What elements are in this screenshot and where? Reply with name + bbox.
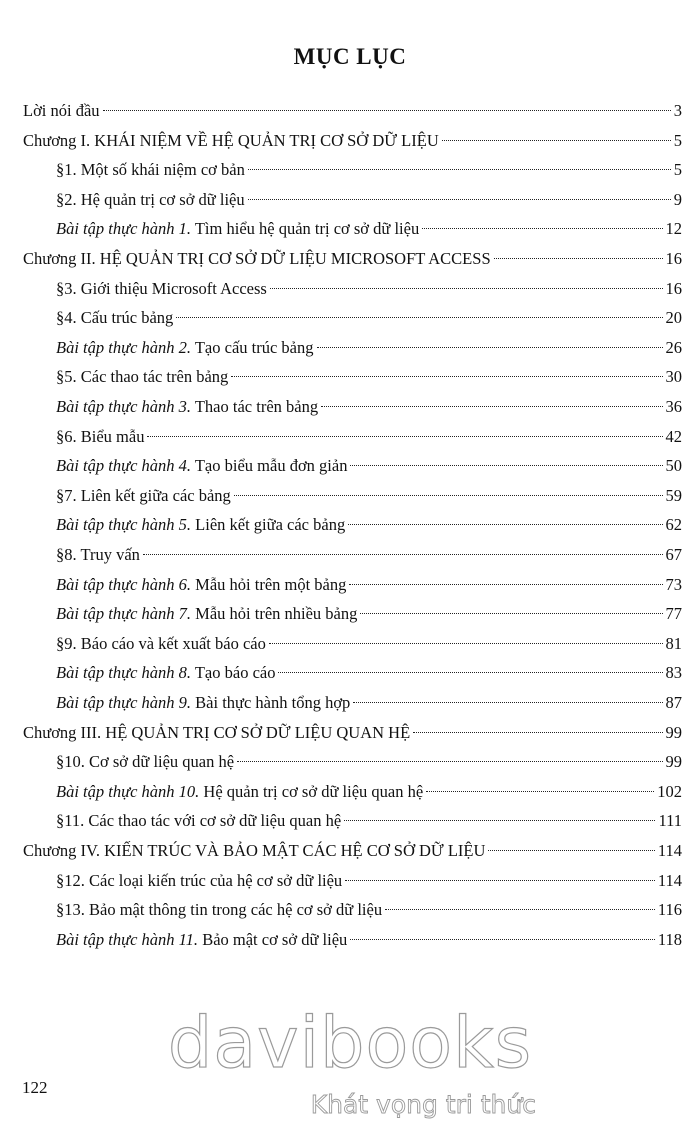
- toc-entry-label: [56, 631, 266, 657]
- toc-entry: [56, 572, 682, 598]
- toc-entry-prefix: Bài tập thực hành 5.: [56, 515, 192, 534]
- toc-entry-prefix: Bài tập thực hành 2.: [56, 338, 192, 357]
- dot-leader: [353, 702, 662, 703]
- toc-entry-prefix: Bài tập thực hành 3.: [56, 397, 192, 416]
- toc-entry-label: [23, 720, 410, 746]
- toc-entry-page: 5: [673, 160, 682, 179]
- toc-entry-page: 111: [658, 811, 682, 830]
- toc-entry-label: [23, 838, 485, 864]
- toc-entry: [23, 98, 682, 124]
- toc-entry-text: Mẫu hỏi trên nhiều bảng: [191, 604, 358, 623]
- toc-entry-page: 114: [657, 871, 682, 890]
- toc-entry: [56, 335, 682, 361]
- toc-entry-page: 59: [665, 486, 682, 505]
- toc-entry-label: [56, 483, 231, 509]
- toc-entry-label: [56, 808, 341, 834]
- dot-leader: [143, 554, 663, 555]
- toc-entry: [56, 690, 682, 716]
- toc-entry: [56, 187, 682, 213]
- toc-entry-text: §13. Bảo mật thông tin trong các hệ cơ sở dữ liệu: [56, 900, 383, 919]
- toc-entry-label: [23, 98, 100, 124]
- dot-leader: [413, 732, 662, 733]
- toc-entry-label: [56, 424, 144, 450]
- toc-entry-text: Chương III. HỆ QUẢN TRỊ CƠ SỞ DỮ LIỆU QUAN HỆ: [23, 723, 411, 742]
- toc-entry-page: 26: [665, 338, 682, 357]
- toc-entry-label: [56, 690, 350, 716]
- toc-entry-label: [56, 660, 275, 686]
- toc-entry-text: Lời nói đầu: [23, 101, 100, 120]
- dot-leader: [426, 791, 654, 792]
- toc-entry-prefix: Bài tập thực hành 4.: [56, 456, 192, 475]
- toc-entry-label: [56, 897, 382, 923]
- toc-entry-text: Tạo báo cáo: [191, 663, 276, 682]
- toc-entry-text: §10. Cơ sở dữ liệu quan hệ: [56, 752, 235, 771]
- toc-entry-page: 16: [665, 249, 682, 268]
- toc-entry-page: 36: [665, 397, 682, 416]
- toc-entry-page: 20: [665, 308, 682, 327]
- toc-entry-text: Chương I. KHÁI NIỆM VỀ HỆ QUẢN TRỊ CƠ SỞ DỮ LIỆU: [23, 131, 439, 150]
- toc-entry-label: [56, 187, 245, 213]
- toc-entry-text: Liên kết giữa các bảng: [191, 515, 346, 534]
- toc-entry-text: §9. Báo cáo và kết xuất báo cáo: [56, 634, 266, 653]
- dot-leader: [237, 761, 662, 762]
- toc-entry-page: 81: [665, 634, 682, 653]
- toc-entry-page: 77: [665, 604, 682, 623]
- toc-entry-text: Chương II. HỆ QUẢN TRỊ CƠ SỞ DỮ LIỆU MICROSOFT ACCESS: [23, 249, 491, 268]
- toc-entry-page: 83: [665, 663, 682, 682]
- toc-entry-label: [56, 749, 234, 775]
- toc-entry-text: Tạo biểu mẫu đơn giản: [191, 456, 348, 475]
- dot-leader: [350, 465, 662, 466]
- toc-entry-page: 99: [665, 723, 682, 742]
- dot-leader: [317, 347, 663, 348]
- page-title: MỤC LỤC: [293, 44, 407, 69]
- toc-entry-text: Bảo mật cơ sở dữ liệu: [198, 930, 348, 949]
- dot-leader: [147, 436, 662, 437]
- toc-entry-text: §8. Truy vấn: [56, 545, 140, 564]
- toc-entry-text: §12. Các loại kiến trúc của hệ cơ sở dữ liệu: [56, 871, 343, 890]
- toc-entry-label: [56, 394, 318, 420]
- toc-entry-text: §4. Cấu trúc bảng: [56, 308, 174, 327]
- toc-entry-label: [56, 512, 345, 538]
- page-number: 122: [22, 1078, 48, 1097]
- toc-entry: [56, 424, 682, 450]
- toc-entry-text: Tìm hiểu hệ quản trị cơ sở dữ liệu: [191, 219, 420, 238]
- toc-entry-page: 73: [665, 575, 682, 594]
- toc-entry-page: 50: [665, 456, 682, 475]
- toc-entry-page: 102: [657, 782, 682, 801]
- toc-entry-page: 5: [673, 131, 682, 150]
- toc-entry: [56, 749, 682, 775]
- toc-entry: [23, 128, 682, 154]
- toc-entry-label: [23, 128, 439, 154]
- toc-entry-label: [56, 364, 228, 390]
- toc-entry: [56, 276, 682, 302]
- toc-entry-label: [56, 276, 267, 302]
- toc-entry-text: §6. Biểu mẫu: [56, 427, 145, 446]
- toc-entry-text: Mẫu hỏi trên một bảng: [191, 575, 347, 594]
- toc-entry-page: 16: [665, 279, 682, 298]
- dot-leader: [488, 850, 654, 851]
- dot-leader: [248, 169, 671, 170]
- toc-entry-page: 42: [665, 427, 682, 446]
- toc-entry-page: 62: [665, 515, 682, 534]
- toc-entry-text: Bài thực hành tổng hợp: [191, 693, 351, 712]
- dot-leader: [348, 524, 662, 525]
- toc-entry: [56, 631, 682, 657]
- toc-entry-prefix: Bài tập thực hành 10.: [56, 782, 200, 801]
- toc-entry-prefix: Bài tập thực hành 8.: [56, 663, 192, 682]
- toc-entry-text: §7. Liên kết giữa các bảng: [56, 486, 231, 505]
- watermark-tagline: Khát vọng tri thức: [310, 1090, 536, 1119]
- toc-entry-label: [56, 868, 342, 894]
- dot-leader: [321, 406, 662, 407]
- toc-entry: [23, 246, 682, 272]
- toc-entry-text: §2. Hệ quản trị cơ sở dữ liệu: [56, 190, 245, 209]
- toc-entry: [56, 453, 682, 479]
- toc-entry-label: [56, 927, 347, 953]
- toc-entry-label: [56, 453, 347, 479]
- toc-entry: [56, 512, 682, 538]
- toc-entry-page: 116: [657, 900, 682, 919]
- toc-entry-prefix: Bài tập thực hành 11.: [56, 930, 199, 949]
- toc-entry: [56, 868, 682, 894]
- toc-entry: [56, 660, 682, 686]
- toc-entry-text: Chương IV. KIẾN TRÚC VÀ BẢO MẬT CÁC HỆ CƠ SỞ DỮ LIỆU: [23, 841, 486, 860]
- toc-entry-page: 118: [657, 930, 682, 949]
- toc-entry-text: §11. Các thao tác với cơ sở dữ liệu quan hệ: [56, 811, 342, 830]
- dot-leader: [360, 613, 662, 614]
- toc-entry-label: [56, 779, 423, 805]
- dot-leader: [270, 288, 663, 289]
- toc-entry-page: 9: [673, 190, 682, 209]
- dot-leader: [385, 909, 655, 910]
- toc-entry-page: 114: [657, 841, 682, 860]
- toc-entry-label: [56, 216, 419, 242]
- toc-entry: [56, 157, 682, 183]
- dot-leader: [344, 820, 655, 821]
- toc-entry-prefix: Bài tập thực hành 7.: [56, 604, 192, 623]
- toc-entry-prefix: Bài tập thực hành 1.: [56, 219, 192, 238]
- toc-entry-page: 3: [673, 101, 682, 120]
- toc-entry-label: [56, 572, 346, 598]
- toc-entry-text: §3. Giới thiệu Microsoft Access: [56, 279, 267, 298]
- dot-leader: [248, 199, 671, 200]
- toc-entry-label: [23, 246, 491, 272]
- dot-leader: [349, 584, 662, 585]
- toc-entry: [56, 305, 682, 331]
- dot-leader: [345, 880, 655, 881]
- toc-entry: [56, 808, 682, 834]
- toc-entry: [56, 927, 682, 953]
- toc-entry: [23, 838, 682, 864]
- toc-entry-label: [56, 601, 357, 627]
- toc-entry: [56, 216, 682, 242]
- toc-entry: [56, 364, 682, 390]
- toc-entry-page: 99: [665, 752, 682, 771]
- toc-entry: [56, 897, 682, 923]
- toc-entry-page: 30: [665, 367, 682, 386]
- toc-entry-prefix: Bài tập thực hành 6.: [56, 575, 192, 594]
- toc-entry-text: Tạo cấu trúc bảng: [191, 338, 314, 357]
- toc-entry-page: 12: [665, 219, 682, 238]
- toc-entry: [23, 720, 682, 746]
- toc-entry-text: Thao tác trên bảng: [191, 397, 319, 416]
- dot-leader: [442, 140, 671, 141]
- toc-entry: [56, 483, 682, 509]
- toc-entry-page: 67: [665, 545, 682, 564]
- toc-entry-text: §5. Các thao tác trên bảng: [56, 367, 229, 386]
- dot-leader: [269, 643, 663, 644]
- toc-entry-text: §1. Một số khái niệm cơ bản: [56, 160, 245, 179]
- toc-entry-label: [56, 157, 245, 183]
- toc-entry: [56, 601, 682, 627]
- toc-entry-text: Hệ quản trị cơ sở dữ liệu quan hệ: [199, 782, 424, 801]
- toc-entry: [56, 542, 682, 568]
- dot-leader: [350, 939, 655, 940]
- dot-leader: [234, 495, 663, 496]
- toc-entry: [56, 779, 682, 805]
- dot-leader: [278, 672, 662, 673]
- watermark-brand: davibooks: [167, 1002, 533, 1084]
- dot-leader: [231, 376, 662, 377]
- toc-entry-page: 87: [665, 693, 682, 712]
- toc-entry-prefix: Bài tập thực hành 9.: [56, 693, 192, 712]
- dot-leader: [176, 317, 662, 318]
- dot-leader: [494, 258, 663, 259]
- dot-leader: [103, 110, 671, 111]
- dot-leader: [422, 228, 662, 229]
- toc-entry-label: [56, 542, 140, 568]
- toc-entry-label: [56, 305, 173, 331]
- toc-entry: [56, 394, 682, 420]
- toc-entry-label: [56, 335, 314, 361]
